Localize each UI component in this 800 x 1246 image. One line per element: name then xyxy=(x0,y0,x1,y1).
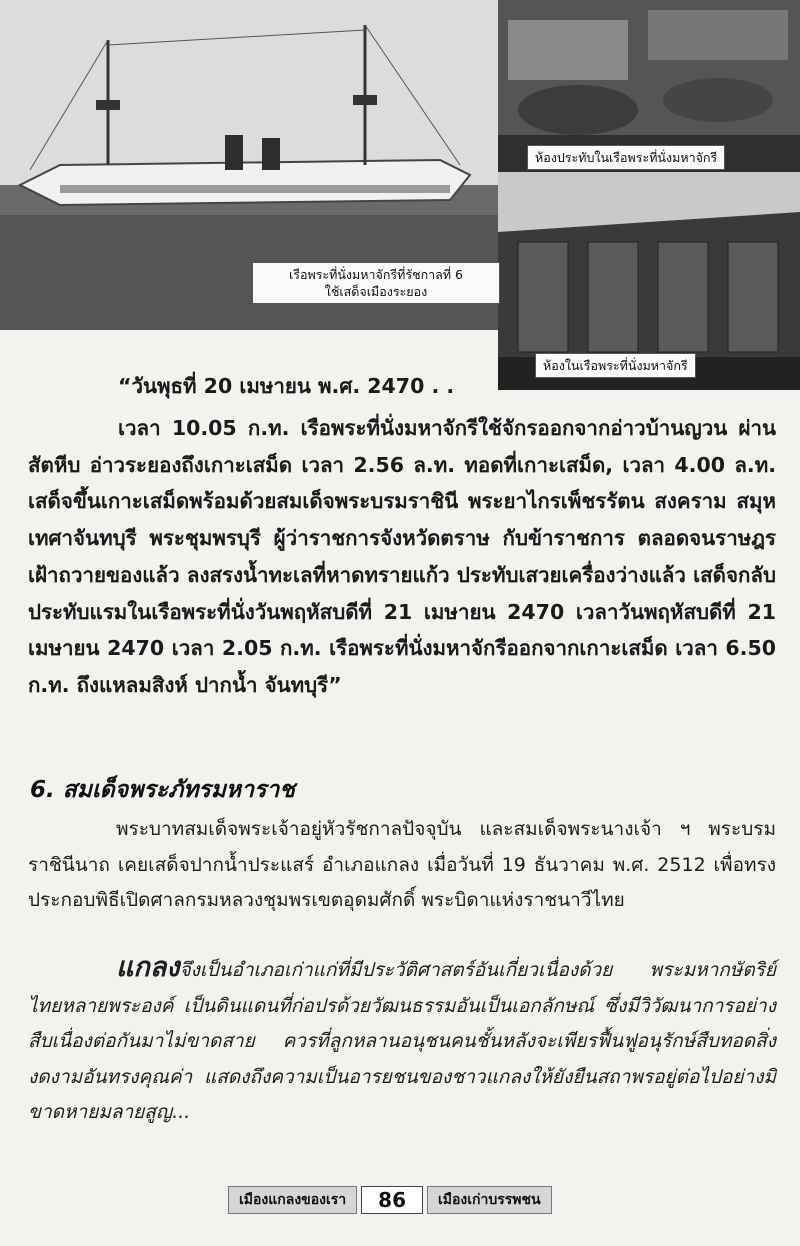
keyword-klaeng: แกลง xyxy=(116,952,180,983)
ship-photo-caption xyxy=(252,262,500,304)
paragraph-klaeng-history-text: จึงเป็นอำเภอเก่าแก่ที่มีประวัติศาสตร์อันเกี่ยวเนื่องด้วย พระมหากษัตริย์ไทยหลายพระองค์ เป็นดินแดนที่ก่อปรด้วยวัฒนธรรมอันเป็นเอกลักษณ์ ซึ่งมีวิวัฒนาการอย่างสืบเนื่องต่อกันมาไม่ขาดสาย ควรที่ลูกหลานอนุชนคนชั้นหลังจะเพียรฟื้นฟูอนุรักษ์สืบทอดสิ่งงดงามอันทรงคุณค่า แสดงถึงความเป็นอารยชนของชาวแกลงให้ยังยืนสถาพรอยู่ต่อไปอย่างมิขาดหายมลายสูญ... xyxy=(28,959,776,1123)
paragraph-royal-visit xyxy=(28,812,776,919)
ship-caption-line2: ใช้เสด็จเมืองระยอง xyxy=(324,284,428,299)
quote-body-text: เวลา 10.05 ก.ท. เรือพระที่นั่งมหาจักรีใช้จักรออกจากอ่าวบ้านญวน ผ่านสัตหีบ อ่าวระยองถึงเกาะเสม็ด เวลา 2.56 ล.ท. ทอดที่เกาะเสม็ด, เวลา 4.00 ล.ท. เสด็จขึ้นเกาะเสม็ดพร้อมด้วยสมเด็จพระบรมราชินี พระยาไกรเพ็ชรรัตน สงคราม สมุหเทศาจันทบุรี พระชุมพรบุรี ผู้ว่าราชการจังหวัดตราษ กับข้าราชการ ตลอดจนราษฎรเฝ้าถวายของแล้ว ลงสรงน้ำทะเลที่หาดทรายแก้ว ประทับเสวยเครื่องว่างแล้ว เสด็จกลับประทับแรมในเรือพระที่นั่งวันพฤหัสบดีที่ 21 เมษายน 2470 เวลาวันพฤหัสบดีที่ 21 เมษายน 2470 เวลา 2.05 ก.ท. เรือพระที่นั่งมหาจักรีออกจากเกาะเสม็ด เวลา 6.50 ก.ท. ถึงแหลมสิงห์ ปากน้ำ จันทบุรี” xyxy=(28,416,776,697)
quote-date-line: “วันพุธที่ 20 เมษายน พ.ศ. 2470 . . xyxy=(118,374,455,398)
royal-cabin-caption: ห้องประทับในเรือพระที่นั่งมหาจักรี xyxy=(527,145,725,170)
page-footer xyxy=(228,1186,552,1214)
paragraph-royal-visit-text: พระบาทสมเด็จพระเจ้าอยู่หัวรัชกาลปัจจุบัน และสมเด็จพระนางเจ้า ฯ พระบรมราชินีนาถ เคยเสด็จปากน้ำประแสร์ อำเภอแกลง เมื่อวันที่ 19 ธันวาคม พ.ศ. 2512 เพื่อทรงประกอบพิธีเปิดศาลกรมหลวงชุมพรเขตอุดมศักดิ์ พระบิดาแห่งราชนาวีไทย xyxy=(28,818,776,911)
ship-room-caption: ห้องในเรือพระที่นั่งมหาจักรี xyxy=(535,353,696,378)
footer-series-title: เมืองเก่าบรรพชน xyxy=(427,1186,552,1214)
page-number: 86 xyxy=(361,1186,423,1214)
quote-body xyxy=(28,410,776,704)
ship-caption-line1: เรือพระที่นั่งมหาจักรีที่รัชกาลที่ 6 xyxy=(288,267,463,282)
paragraph-klaeng-history xyxy=(28,950,776,1131)
section-heading: 6. สมเด็จพระภัทรมหาราช xyxy=(30,777,295,803)
footer-book-title: เมืองแกลงของเรา xyxy=(228,1186,357,1214)
